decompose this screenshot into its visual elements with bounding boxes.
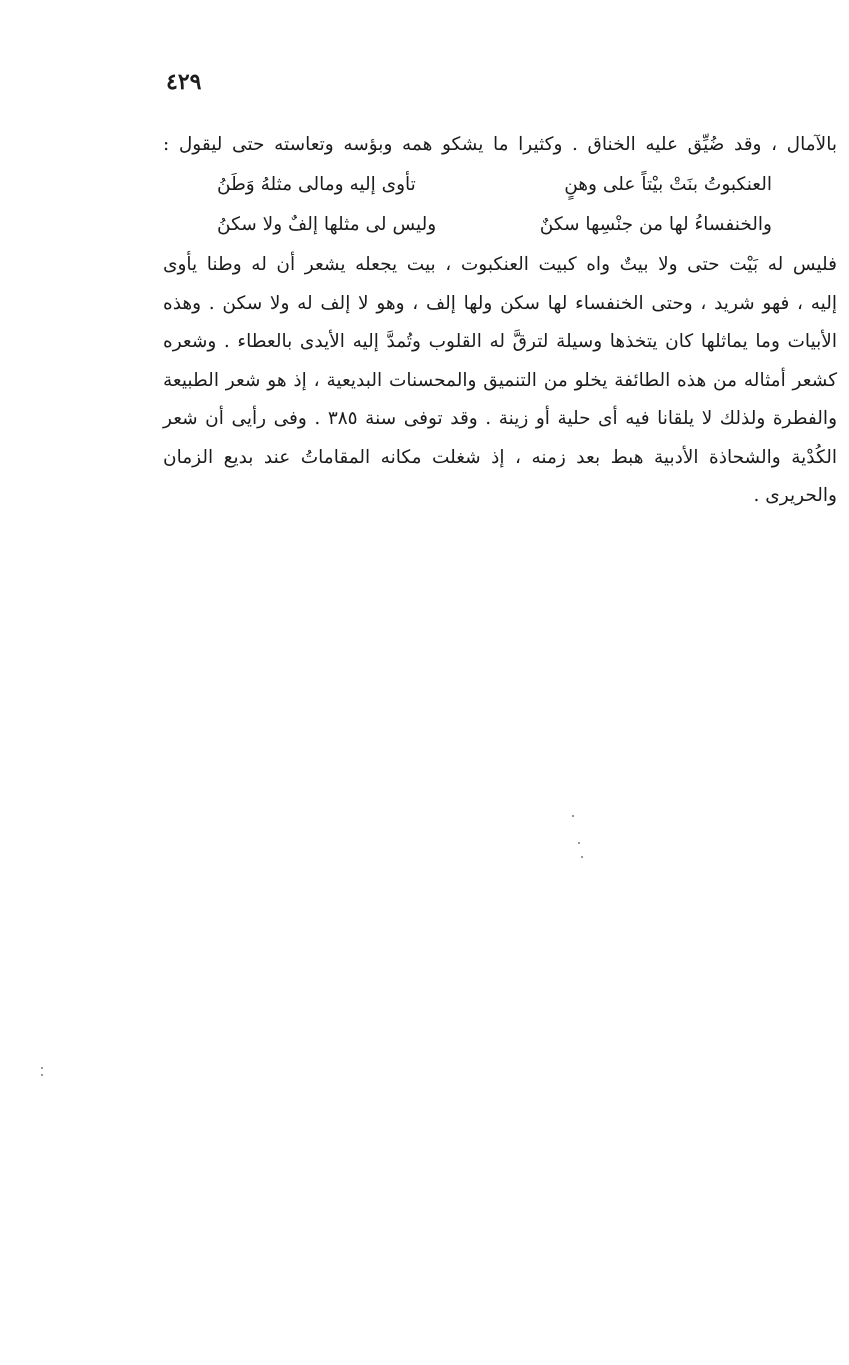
verse-2-second-hemistich: وليس لى مثلها إلفٌ ولا سكنُ <box>217 214 437 235</box>
verse-1 <box>217 165 772 205</box>
intro-line: بالآمال ، وقد ضُيِّق عليه الخناق . وكثيرا ما يشكو همه وبؤسه وتعاسته حتى ليقول : <box>163 134 837 155</box>
paragraph-line: الأبيات وما يماثلها كان يتخذها وسيلة لترقَّ له القلوب وتُمدَّ إليه الأيدى بالعطاء . وشعره <box>163 331 837 352</box>
verse-2 <box>217 205 772 245</box>
verse-2-first-hemistich: والخنفساءُ لها من جنْسِها سكنٌ <box>539 214 772 235</box>
scan-speck <box>41 1074 43 1076</box>
scan-speck <box>41 1067 43 1069</box>
paragraph-line: إليه ، فهو شريد ، وحتى الخنفساء لها سكن ولها إلف ، وهو لا إلف له ولا سكن . وهذه <box>163 292 837 314</box>
scan-speck <box>572 815 574 817</box>
paragraph-line-last: والحريرى . <box>753 485 837 506</box>
paragraph-line: الكُدْية والشحاذة الأدبية هبط بعد زمنه ، إذ شغلت مكانه المقاماتُ عند بديع الزمان <box>163 446 837 468</box>
body-paragraph <box>163 246 837 516</box>
poem-verses <box>217 165 772 245</box>
paragraph-line: والفطرة ولذلك لا يلقانا فيه أى حلية أو زينة . وقد توفى سنة ٣٨٥ . وفى رأيى أن شعر <box>163 408 837 429</box>
verse-1-second-hemistich: تأوى إليه ومالى مثلهُ وَطَنُ <box>217 174 416 195</box>
scan-speck <box>578 842 580 844</box>
paragraph-line: كشعر أمثاله من هذه الطائفة يخلو من التنميق والمحسنات البديعية ، إذ هو شعر الطبيعة <box>163 369 837 391</box>
verse-1-first-hemistich: العنكبوتُ بنَتْ بيْتاً على وهنٍ <box>564 174 772 195</box>
scan-speck <box>581 856 583 858</box>
page-number: ٤٢٩ <box>166 69 202 95</box>
intro-paragraph <box>163 126 837 165</box>
paragraph-line: فليس له بَيْت حتى ولا بيتٌ واه كبيت العنكبوت ، بيت يجعله يشعر أن له وطنا يأوى <box>163 254 837 275</box>
